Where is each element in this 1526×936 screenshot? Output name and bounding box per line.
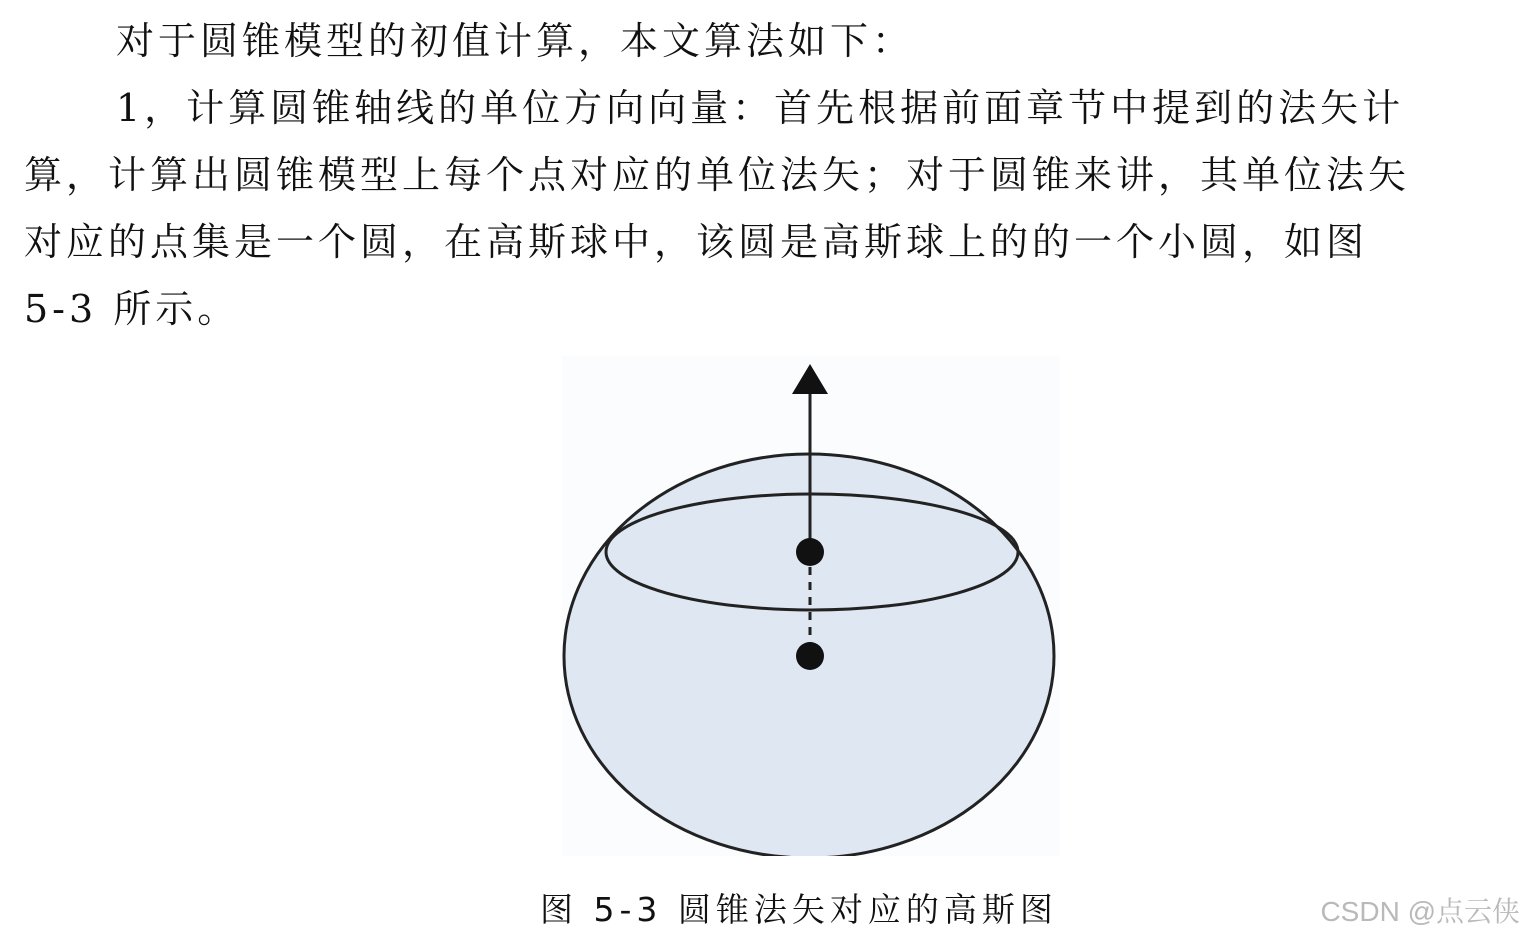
small-circle-center-point bbox=[796, 538, 824, 566]
paragraph-step1-line1: 1，计算圆锥轴线的单位方向向量：首先根据前面章节中提到的法矢计 bbox=[116, 86, 1405, 130]
gauss-sphere-figure bbox=[562, 356, 1060, 856]
csdn-watermark: CSDN @点云侠 bbox=[1320, 896, 1520, 927]
body-text bbox=[24, 8, 1520, 343]
paragraph-step1-line4: 5-3 所示。 bbox=[24, 287, 240, 331]
gauss-sphere-diagram bbox=[562, 356, 1060, 856]
sphere-center-point bbox=[796, 642, 824, 670]
paragraph-intro: 对于圆锥模型的初值计算，本文算法如下： bbox=[116, 19, 915, 63]
paragraph-step1-line3: 对应的点集是一个圆，在高斯球中，该圆是高斯球上的的一个小圆，如图 bbox=[24, 220, 1369, 264]
figure-caption: 图 5-3 圆锥法矢对应的高斯图 bbox=[540, 890, 1058, 929]
paragraph-step1-line2: 算，计算出圆锥模型上每个点对应的单位法矢；对于圆锥来讲，其单位法矢 bbox=[24, 153, 1411, 197]
